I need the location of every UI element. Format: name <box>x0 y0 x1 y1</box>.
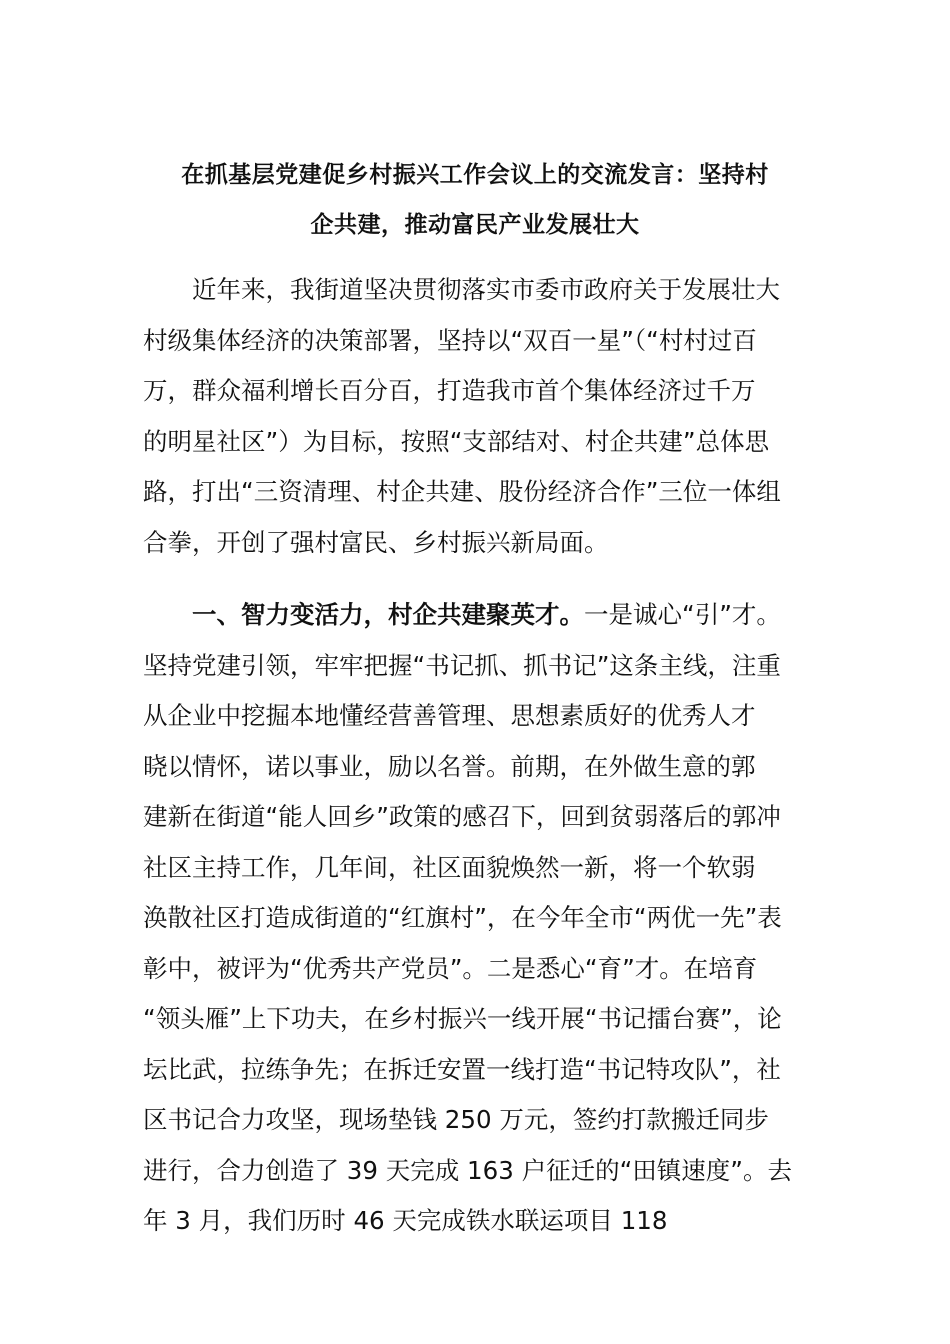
paragraph-2-line: “领头雁”上下功夫，在乡村振兴一线开展“书记擂台赛”，论 <box>143 1004 782 1033</box>
paragraph-1-line: 路，打出“三资清理、村企共建、股份经济合作”三位一体组 <box>143 477 781 506</box>
paragraph-2-line: 从企业中挖掘本地懂经营善管理、思想素质好的优秀人才 <box>143 701 756 730</box>
paragraph-2-line: 坛比武，拉练争先；在拆迁安置一线打造“书记特攻队”，社 <box>143 1054 781 1084</box>
paragraph-2-line: 建新在街道“能人回乡”政策的感召下，回到贫弱落后的郭冲 <box>143 802 781 831</box>
paragraph-1-line: 合拳，开创了强村富民、乡村振兴新局面。 <box>143 527 609 557</box>
paragraph-1-line: 万，群众福利增长百分百，打造我市首个集体经济过千万 <box>143 376 756 405</box>
document-body <box>143 265 813 1247</box>
paragraph-2-first-line <box>143 590 813 641</box>
section-heading: 一、智力变活力，村企共建聚英才。 <box>143 600 584 629</box>
paragraph-2-line: 彰中，被评为“优秀共产党员”。二是悉心“育”才。在培育 <box>143 953 758 983</box>
document-title <box>140 150 810 250</box>
paragraph-2-line: 晓以情怀，诺以事业，励以名誉。前期，在外做生意的郭 <box>143 751 756 781</box>
paragraph-2-line: 进行，合力创造了 39 天完成 163 户征迁的“田镇速度”。去 <box>143 1155 792 1185</box>
paragraph-2-line: 年 3 月，我们历时 46 天完成铁水联运项目 118 <box>143 1206 668 1235</box>
paragraph-2-line: 坚持党建引领，牢牢把握“书记抓、抓书记”这条主线，注重 <box>143 650 781 680</box>
paragraph-2-line: 社区主持工作，几年间，社区面貌焕然一新，将一个软弱 <box>143 852 756 882</box>
paragraph-1-line: 村级集体经济的决策部署，坚持以“双百一星”（“村村过百 <box>143 325 757 355</box>
paragraph-spacer <box>143 568 813 590</box>
paragraph-2-line: 区书记合力攻坚，现场垫钱 250 万元，签约打款搬迁同步 <box>143 1105 769 1134</box>
paragraph-1-line: 近年来，我街道坚决贯彻落实市委市政府关于发展壮大 <box>143 275 780 304</box>
section-heading-continuation: 一是诚心“引”才。 <box>584 600 781 629</box>
title-line-1: 在抓基层党建促乡村振兴工作会议上的交流发言：坚持村 <box>181 162 769 188</box>
paragraph-2-line: 涣散社区打造成街道的“红旗村”，在今年全市“两优一先”表 <box>143 903 782 932</box>
title-line-2: 企共建，推动富民产业发展壮大 <box>310 212 640 238</box>
paragraph-1-line: 的明星社区”）为目标，按照“支部结对、村企共建”总体思 <box>143 426 770 456</box>
